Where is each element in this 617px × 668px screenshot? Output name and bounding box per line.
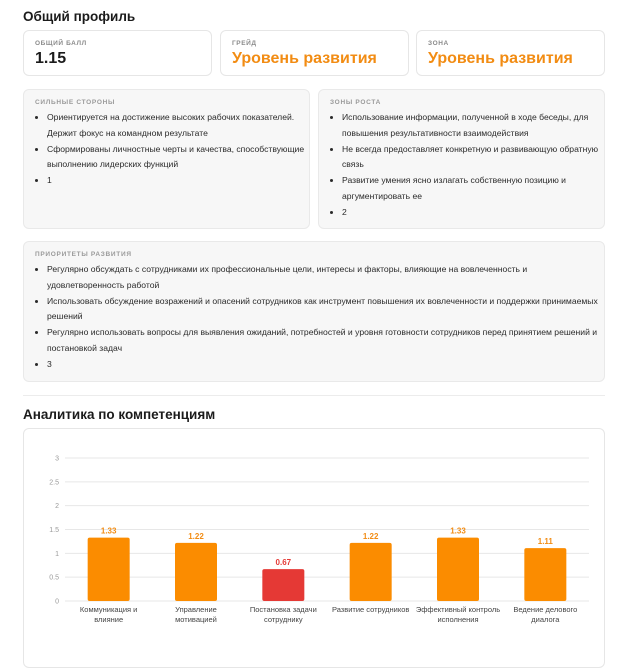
list-item: • Сформированы личностные черты и качества, способствующие выполнению лидерских функций: [47, 142, 309, 174]
y-tick-label: 0.5: [49, 574, 59, 582]
list-item: • Не всегда предоставляет конкретную и развивающую обратную связь: [342, 142, 604, 174]
list-item: • 2: [342, 205, 604, 221]
stat-label: ОБЩИЙ БАЛЛ: [35, 40, 87, 47]
growth-panel: [318, 89, 605, 229]
bar[interactable]: [524, 548, 566, 601]
y-tick-label: 3: [55, 455, 59, 463]
list-item: • Развитие умения ясно излагать собственную позицию и аргументировать ее: [342, 173, 604, 205]
y-tick-label: 2.5: [49, 479, 59, 487]
x-tick-label: Управление: [175, 605, 217, 614]
stat-label: ЗОНА: [428, 40, 449, 47]
list-item: • Использование информации, полученной в ходе беседы, для повышения результативности взаимодействия: [342, 110, 604, 142]
priorities-list: [35, 262, 602, 373]
data-label: 1.22: [188, 531, 204, 541]
y-tick-label: 2: [55, 503, 59, 511]
data-label: 1.11: [537, 537, 553, 547]
panel-title: СИЛЬНЫЕ СТОРОНЫ: [35, 99, 116, 106]
x-tick-label: Постановка задачи: [249, 605, 317, 614]
panel-title: ЗОНЫ РОСТА: [330, 99, 381, 106]
stat-card-grade: [220, 30, 409, 76]
x-tick-label: Ведение делового: [513, 605, 578, 614]
data-label: 1.22: [362, 531, 379, 541]
stat-value: Уровень развития: [428, 50, 573, 67]
bar[interactable]: [175, 543, 217, 601]
bar[interactable]: [350, 543, 392, 601]
stat-card-zone: [416, 30, 605, 76]
data-label: 0.67: [275, 558, 292, 568]
list-item: • Регулярно использовать вопросы для выявления ожиданий, потребностей и уровня готовности сотрудников перед принятием решений и постановкой задач: [47, 325, 602, 357]
competency-chart-card: [23, 428, 605, 668]
stat-label: ГРЕЙД: [232, 40, 257, 47]
strengths-panel: [23, 89, 310, 229]
y-tick-label: 1.5: [49, 527, 59, 534]
x-tick-label: влияние: [94, 615, 124, 624]
list-item: • 3: [47, 357, 602, 373]
competency-bar-chart: [24, 429, 605, 668]
x-tick-label: исполнения: [437, 615, 479, 624]
x-tick-label: сотруднику: [263, 615, 303, 624]
growth-list: [330, 110, 604, 221]
section-divider: [23, 395, 605, 396]
list-item: • Регулярно обсуждать с сотрудниками их профессиональные цели, интересы и факторы, влияющие на вовлеченность и удовлетворенность работой: [47, 262, 602, 294]
x-tick-label: Коммуникация и: [79, 605, 138, 614]
bar[interactable]: [88, 538, 130, 601]
priorities-panel: [23, 241, 605, 382]
x-tick-label: мотивацией: [175, 615, 217, 624]
strengths-list: [35, 110, 309, 189]
x-tick-label: Эффективный контроль: [415, 605, 501, 614]
profile-title: Общий профиль: [23, 9, 136, 24]
x-tick-label: Развитие сотрудников: [331, 605, 410, 614]
list-item: • 1: [47, 173, 309, 189]
panel-title: ПРИОРИТЕТЫ РАЗВИТИЯ: [35, 251, 132, 258]
stat-value: 1.15: [35, 50, 67, 67]
bar[interactable]: [437, 538, 479, 601]
y-tick-label: 0: [55, 598, 59, 606]
stat-value: Уровень развития: [232, 50, 377, 67]
list-item: • Ориентируется на достижение высоких рабочих показателей. Держит фокус на командном результате: [47, 110, 309, 142]
y-tick-label: 1: [55, 550, 59, 558]
x-tick-label: диалога: [531, 615, 560, 624]
data-label: 1.33: [100, 526, 117, 536]
data-label: 1.33: [450, 526, 466, 536]
stat-card-score: [23, 30, 212, 76]
bar[interactable]: [262, 569, 304, 601]
analytics-title: Аналитика по компетенциям: [23, 407, 216, 422]
list-item: • Использовать обсуждение возражений и опасений сотрудников как инструмент повышения их вовлеченности и поддержки принимаемых решений: [47, 294, 602, 326]
